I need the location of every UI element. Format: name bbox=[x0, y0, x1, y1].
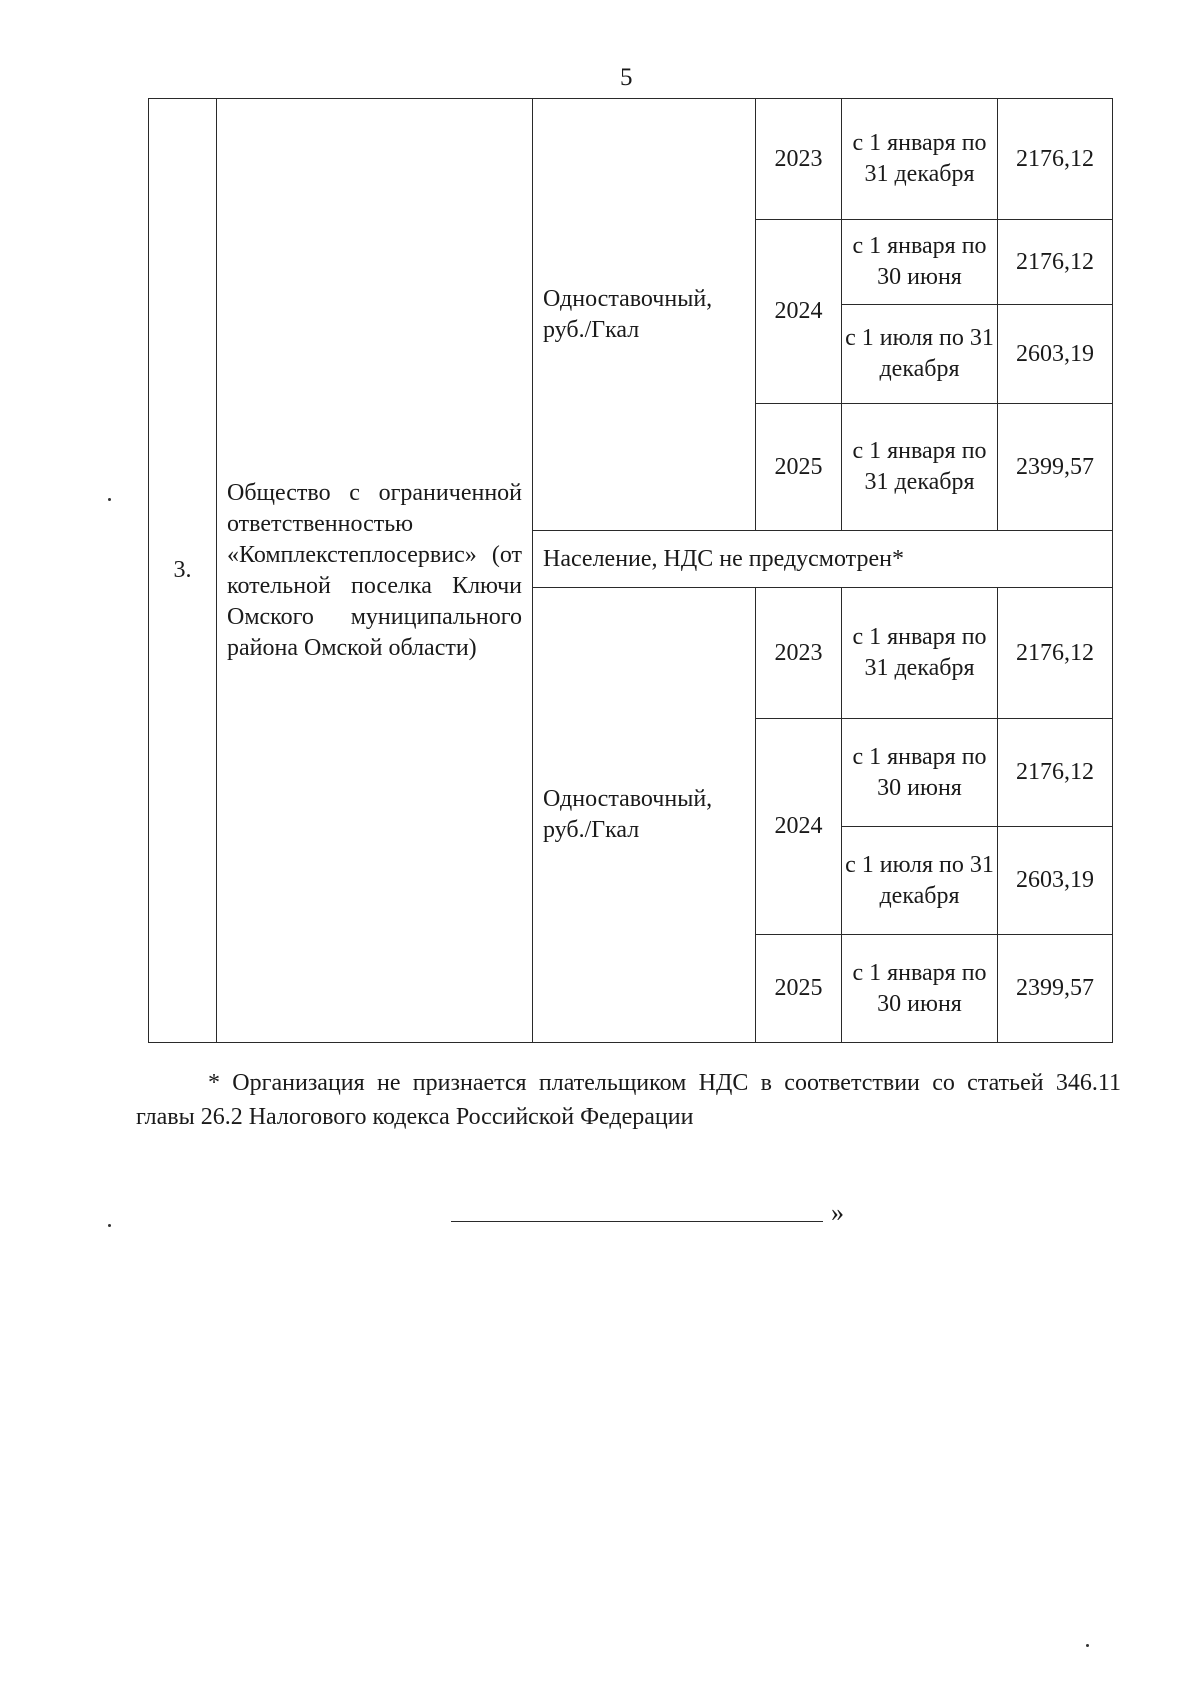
tariff-value-cell bbox=[998, 404, 1113, 531]
tariff-value: 2399,57 bbox=[1016, 975, 1094, 1001]
group-label-cell bbox=[533, 531, 1113, 588]
period-cell bbox=[842, 827, 998, 935]
tariff-value-cell bbox=[998, 827, 1113, 935]
year: 2025 bbox=[774, 453, 823, 480]
table-row bbox=[149, 99, 1113, 220]
tariff-value-cell bbox=[998, 935, 1113, 1043]
year-cell bbox=[756, 220, 842, 404]
tariff-type: Одноставочный, руб./Гкал bbox=[543, 786, 713, 843]
year-cell bbox=[756, 588, 842, 719]
tariff-type-cell bbox=[533, 99, 756, 531]
closing-quote: » bbox=[831, 1198, 844, 1227]
period: с 1 января по 31 декабря bbox=[852, 130, 987, 187]
tariff-type: Одноставочный, руб./Гкал bbox=[543, 285, 713, 343]
row-number-cell bbox=[149, 99, 217, 1043]
period: с 1 июля по 31 декабря bbox=[845, 325, 994, 382]
tariff-value: 2399,57 bbox=[1016, 453, 1094, 480]
tariff-value: 2603,19 bbox=[1016, 867, 1094, 893]
period: с 1 января по 31 декабря bbox=[852, 438, 987, 495]
tariff-value: 2603,19 bbox=[1016, 340, 1094, 367]
period: с 1 января по 30 июня bbox=[852, 743, 987, 801]
year: 2024 bbox=[774, 813, 823, 839]
year-cell bbox=[756, 404, 842, 531]
scan-speck bbox=[108, 498, 111, 501]
period-cell bbox=[842, 719, 998, 827]
period-cell bbox=[842, 220, 998, 305]
period-cell bbox=[842, 305, 998, 404]
organization-cell bbox=[217, 99, 533, 1043]
period-cell bbox=[842, 404, 998, 531]
group-label: Население, НДС не предусмотрен* bbox=[543, 545, 904, 572]
period-cell bbox=[842, 588, 998, 719]
tariff-value: 2176,12 bbox=[1016, 145, 1094, 172]
year: 2025 bbox=[774, 975, 823, 1001]
period: с 1 января по 30 июня bbox=[852, 233, 987, 290]
tariff-table bbox=[148, 98, 1113, 1043]
footnote: * Организация не признается плательщиком НДС в соответствии со статьей 346.11 главы 26.2 Налогового кодекса Российской Федерации bbox=[136, 1070, 1121, 1130]
period: с 1 июля по 31 декабря bbox=[845, 851, 994, 909]
row-number: 3. bbox=[173, 557, 192, 583]
page-number: 5 bbox=[620, 64, 633, 91]
period: с 1 января по 30 июня bbox=[852, 959, 987, 1017]
tariff-value-cell bbox=[998, 99, 1113, 220]
tariff-value: 2176,12 bbox=[1016, 639, 1094, 666]
year-cell bbox=[756, 719, 842, 935]
organization-name: Общество с ограниченной ответственностью «Комплекстеплосервис» (от котельной поселка Ключи Омского муниципального района Омской области) bbox=[227, 479, 522, 661]
tariff-value: 2176,12 bbox=[1016, 248, 1094, 275]
year-cell bbox=[756, 935, 842, 1043]
period-cell bbox=[842, 935, 998, 1043]
scan-speck bbox=[108, 1224, 111, 1227]
signature-line bbox=[451, 1221, 823, 1222]
period-cell bbox=[842, 99, 998, 220]
tariff-value-cell bbox=[998, 220, 1113, 305]
tariff-value-cell bbox=[998, 305, 1113, 404]
tariff-value: 2176,12 bbox=[1016, 759, 1094, 785]
year-cell bbox=[756, 99, 842, 220]
tariff-value-cell bbox=[998, 719, 1113, 827]
scan-speck bbox=[1086, 1644, 1089, 1647]
year: 2024 bbox=[774, 298, 823, 324]
year: 2023 bbox=[774, 639, 823, 666]
year: 2023 bbox=[774, 145, 823, 172]
tariff-type-cell bbox=[533, 588, 756, 1043]
tariff-value-cell bbox=[998, 588, 1113, 719]
period: с 1 января по 31 декабря bbox=[852, 624, 987, 681]
